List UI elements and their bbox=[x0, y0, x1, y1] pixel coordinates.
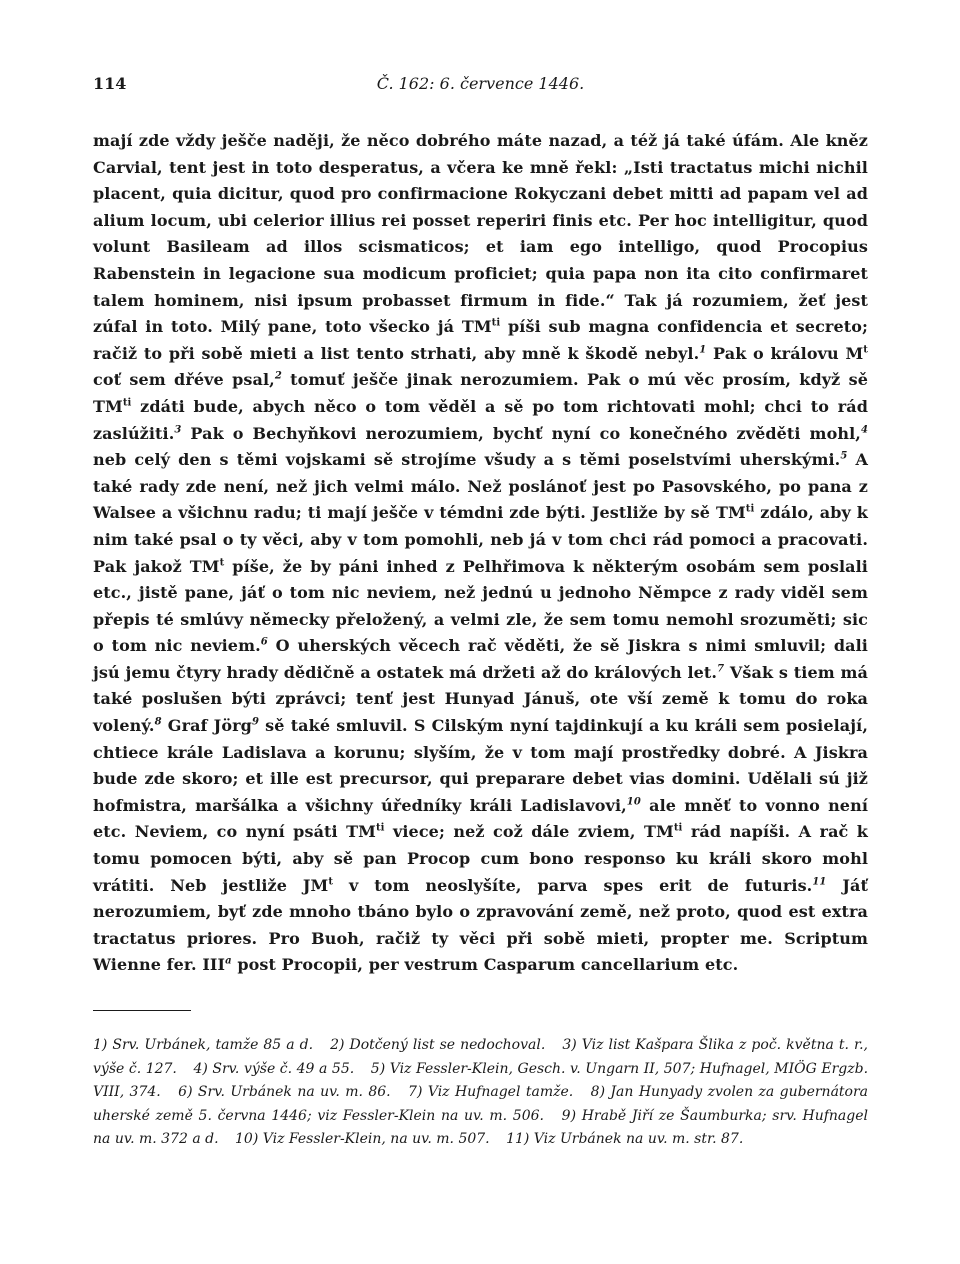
superscript: ti bbox=[673, 823, 683, 835]
footnote: 11) Viz Urbánek na uv. m. str. 87. bbox=[506, 1131, 744, 1148]
text-run: Však s tiem má také poslušen býti zprávci; tenť jest Hunyad Jánuš, ote vší země k tomu do roka volený. bbox=[93, 662, 868, 736]
text-run: viece; než což dále zviem, TM bbox=[384, 822, 674, 842]
text-run: píše, že by páni inhed z Pelhřimova k některým osobám sem poslali etc., jistě pane, jáť o tom nic neviem, než jednú u jednoho Němpce z rady viděl sem přepis té smlúvy německy přeložený, a velmi zle, že sem tomu nemohl srozuměti; sic o tom nic neviem. bbox=[93, 556, 868, 656]
running-title: Č. 162: 6. července 1446. bbox=[376, 74, 585, 93]
text-run: coť sem dřéve psal, bbox=[93, 370, 275, 390]
footnote: 1) Srv. Urbánek, tamže 85 a d. bbox=[93, 1037, 314, 1053]
text-run: tomuť ješče jinak nerozumiem. Pak o mú věc prosím, když sě TM bbox=[93, 370, 868, 416]
text-run: O uherských věcech rač věděti, že sě Jiskra s nimi smluvil; dali jsú jemu čtyry hrady dědičně a ostatek má držeti až do králových let. bbox=[93, 636, 868, 682]
body-text bbox=[93, 128, 868, 979]
superscript: ti bbox=[745, 503, 755, 515]
footnote: 8) Jan Hunyady zvolen za gubernátora uherské země 5. června 1446; viz Fessler-Klein na uv. m. 506. bbox=[93, 1084, 869, 1124]
text-run: sě také smluvil. S Cilským nyní tajdinkují a ku králi sem posielají, chtiece krále Ladislava a korunu; slyším, že v tom mají prostředky dobré. A Jiskra bude zde skoro; et ille est precursor, qui preparare debet vias domini. Udělali sú již hofmistra, maršálka a všichny úředníky králi Ladislavovi, bbox=[93, 716, 868, 815]
footnote: 7) Viz Hufnagel tamže. bbox=[408, 1084, 574, 1101]
footnote: 6) Srv. Urbánek na uv. m. 86. bbox=[178, 1084, 391, 1101]
footnote-ref: 9 bbox=[251, 716, 260, 728]
text-run: Pak o Bechyňkovi nerozumiem, bychť nyní co konečného zvěděti mohl, bbox=[181, 423, 861, 443]
superscript: ti bbox=[491, 317, 501, 329]
text-run: rád napíši. A rač k tomu pomocen býti, aby sě pan Procop cum bono responso ku králi skoro mohl vrátiti. Neb jestliže JM bbox=[93, 822, 868, 895]
footnote-ref: 6 bbox=[260, 636, 268, 648]
footnote-ref: 4 bbox=[860, 424, 868, 436]
text-run: ale mněť to vonno není etc. Neviem, co nyní psáti TM bbox=[93, 795, 868, 842]
footnote-ref: 2 bbox=[274, 371, 282, 383]
text-run: v tom neoslyšíte, parva spes erit de futuris. bbox=[333, 875, 813, 895]
superscript: ti bbox=[375, 823, 385, 835]
text-run: A také rady zde není, než jich velmi málo. Než poslánoť jest po Pasovského, po pana z Walsee a všichnu radu; ti mají ješče v témdni zde býti. Jestliže by sě TM bbox=[93, 450, 868, 523]
text-run: Jáť nerozumiem, byť zde mnoho tbáno bylo o zpravování země, než proto, quod est extra tractatus priores. Pro Buoh, račiž ty věci při sobě mieti, propter me. Scriptum Wienne fer. III bbox=[93, 875, 868, 975]
text-run: zdálo, aby k nim také psal o ty věci, aby v tom pomohli, neb já v tom chci rád pomoci a pracovati. Pak jakož TM bbox=[93, 503, 868, 576]
footnote: 5) Viz Fessler-Klein, Gesch. v. Ungarn II, 507; Hufnagel, MIÖG Ergzb. VIII, 374. bbox=[93, 1060, 869, 1101]
footnote: 9) Hrabě Jiří ze Šaumburka; srv. Hufnagel na uv. m. 372 a d. bbox=[93, 1107, 869, 1148]
footnote-ref: 10 bbox=[626, 796, 641, 808]
footnote-ref: 7 bbox=[717, 663, 725, 675]
text-run: mají zde vždy ješče naději, že něco dobrého máte nazad, a též já také úfám. Ale kněz Carvial, tent jest in toto desperatus, a včera ke mně řekl: „Isti tractatus michi nichil placent, quia dicitur, quod pro confirmacione Rokyczani debet mitti ad papam vel ad alium locum, ubi celerior illius rei posset reperiri finis etc. Per hoc intelligitur, quod volunt Basileam ad illos scismaticos; et iam ego intelligo, quod Procopius Rabenstein in legacione sua modicum proficiet; quia papa non ita cito confirmaret talem hominem, nisi ipsum probasset firmum in fide.“ Tak já rozumiem, žeť jest zúfal in toto. Milý pane, toto všecko já TM bbox=[93, 131, 868, 337]
footnote-ref: 5 bbox=[840, 450, 848, 462]
text-run: píši sub magna confidencia et secreto; račiž to při sobě mieti a list tento strhati, aby mně k škodě nebyl. bbox=[93, 317, 868, 363]
text-run: Graf Jörg bbox=[161, 716, 252, 736]
footnote-divider bbox=[93, 1010, 191, 1011]
footnote: 2) Dotčený list se nedochoval. bbox=[330, 1037, 546, 1053]
text-run: post Procopii, per vestrum Casparum cancellarium etc. bbox=[231, 955, 739, 975]
superscript: t bbox=[328, 876, 334, 888]
text-run: Pak o královu M bbox=[706, 343, 864, 363]
footnotes bbox=[93, 1034, 868, 1152]
superscript: t bbox=[219, 557, 225, 569]
page-number: 114 bbox=[93, 74, 127, 93]
footnote-ref: 11 bbox=[812, 876, 827, 888]
footnote: 4) Srv. výše č. 49 a 55. bbox=[193, 1060, 355, 1077]
superscript: ti bbox=[122, 397, 132, 409]
text-run: zdáti bude, abych něco o tom věděl a sě po tom richtovati mohl; chci to rád zaslúžiti. bbox=[93, 396, 868, 443]
footnote-ref: 1 bbox=[699, 344, 707, 356]
superscript: a bbox=[225, 956, 232, 968]
footnote: 10) Viz Fessler-Klein, na uv. m. 507. bbox=[235, 1131, 490, 1148]
page-header bbox=[93, 74, 868, 100]
text-run: neb celý den s těmi vojskami sě strojíme všudy a s těmi poselstvími uherskými. bbox=[93, 450, 841, 470]
footnote-ref: 3 bbox=[174, 424, 182, 436]
superscript: t bbox=[863, 344, 868, 356]
footnote-ref: 8 bbox=[154, 716, 162, 728]
footnote: 3) Viz list Kašpara Šlika z poč. května t. r., výše č. 127. bbox=[93, 1037, 868, 1077]
